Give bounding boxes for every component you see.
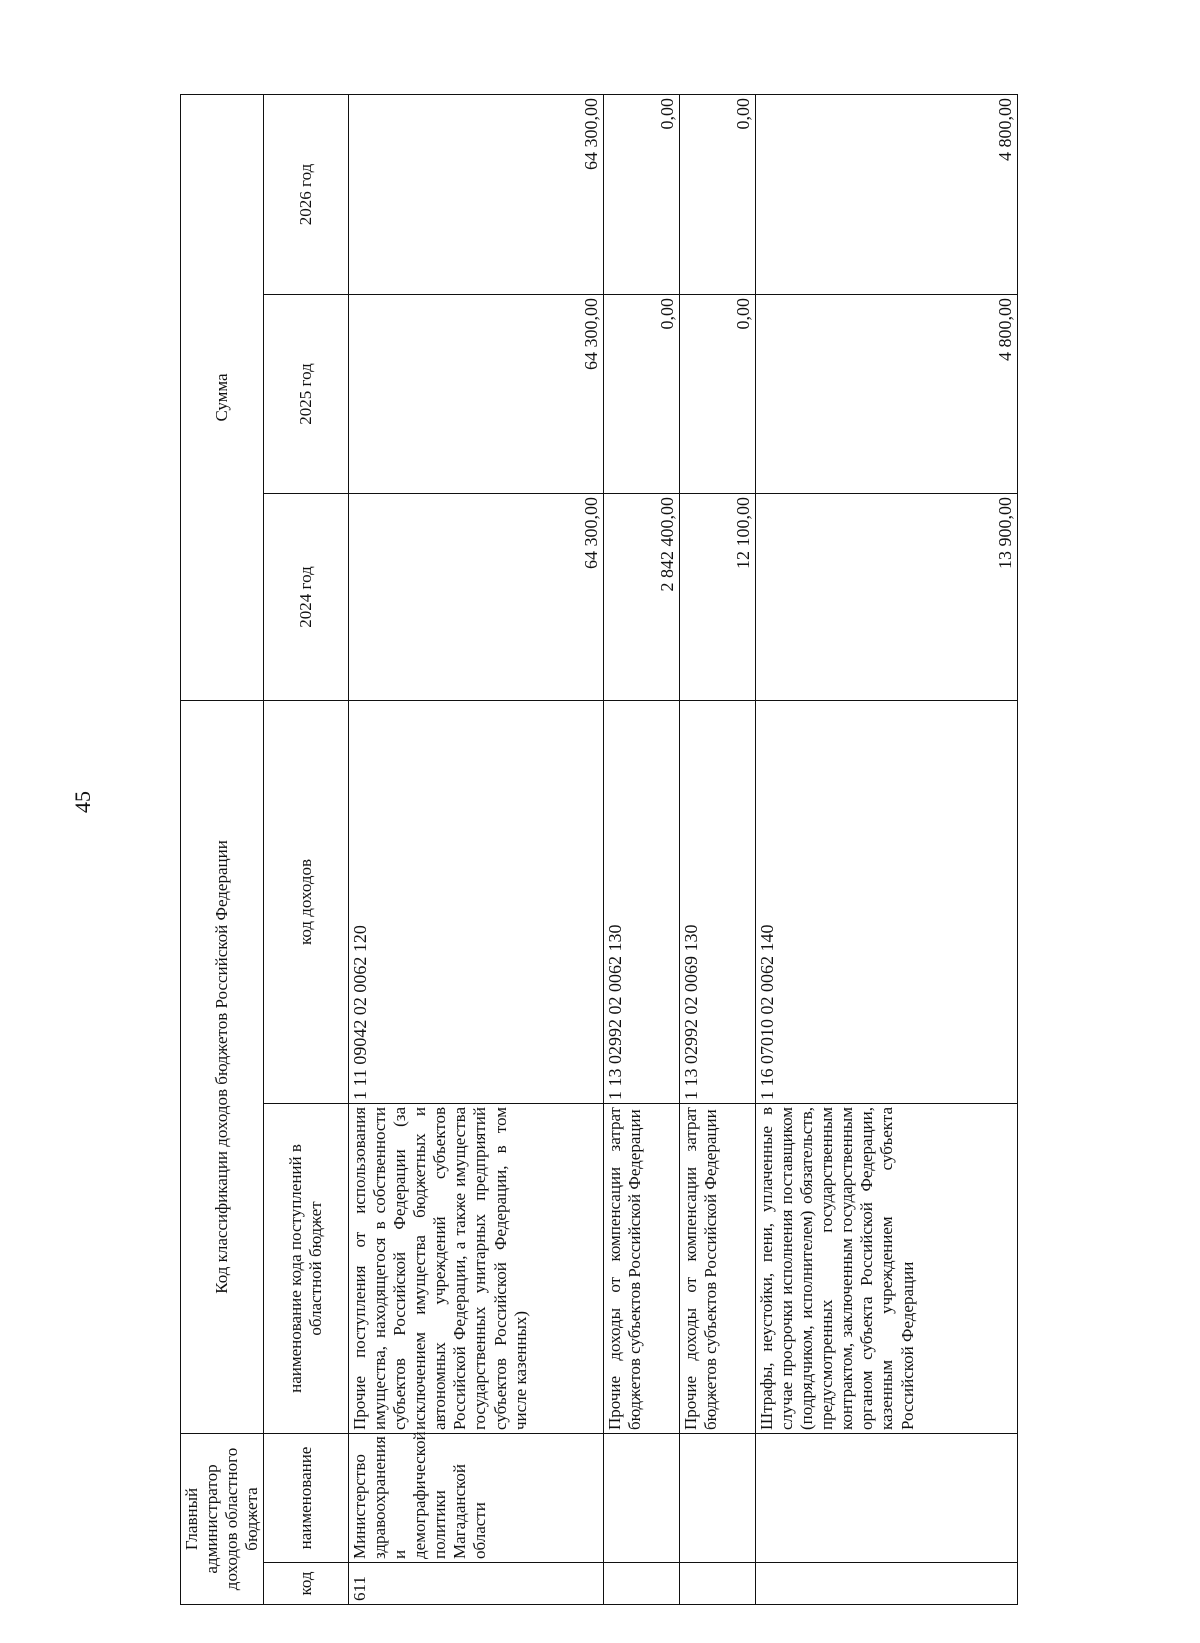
sum-2024-cell: 13 900,00 <box>756 493 1018 700</box>
sum-2025-cell: 0,00 <box>680 294 756 493</box>
admin-code-cell <box>604 1563 680 1605</box>
header-sum-group: Сумма <box>181 94 264 700</box>
header-row-2 <box>264 94 303 1604</box>
sum-2026-cell: 0,00 <box>604 94 680 294</box>
table-row <box>349 94 604 1604</box>
header-year-2026: 2026 год <box>264 94 349 294</box>
header-classification-group: Код классификации доходов бюджетов Российской Федерации <box>181 700 264 1433</box>
sum-2026-cell: 64 300,00 <box>349 94 604 294</box>
table-row <box>604 94 680 1604</box>
table-row <box>680 94 756 1604</box>
sum-2026-cell: 0,00 <box>680 94 756 294</box>
sum-2026-cell: 4 800,00 <box>756 94 1018 294</box>
admin-code-cell <box>756 1563 1018 1605</box>
income-name-cell: Прочие доходы от компенсации затрат бюджетов субъектов Российской Федерации <box>680 1104 756 1434</box>
admin-name-cell <box>604 1434 680 1563</box>
sum-2024-cell: 2 842 400,00 <box>604 493 680 700</box>
income-code-cell: 1 13 02992 02 0062 130 <box>604 700 680 1103</box>
sum-2025-cell: 4 800,00 <box>756 294 1018 493</box>
admin-name-cell: Министерство здравоохранения и демографической политики Магаданской области <box>349 1434 604 1563</box>
header-year-2024: 2024 год <box>264 493 349 700</box>
page-number: 45 <box>70 791 95 813</box>
header-income-name: наименование кода поступлений в областной бюджет <box>264 1104 349 1434</box>
admin-name-cell <box>756 1434 1018 1563</box>
income-code-cell: 1 16 07010 02 0062 140 <box>756 700 1018 1103</box>
header-income-code: код доходов <box>264 700 349 1103</box>
header-admin-code: код <box>264 1563 349 1605</box>
sum-2024-cell: 12 100,00 <box>680 493 756 700</box>
header-year-2025: 2025 год <box>264 294 349 493</box>
table-row <box>756 94 1018 1604</box>
admin-code-cell: 611 <box>349 1563 604 1605</box>
sum-2025-cell: 0,00 <box>604 294 680 493</box>
header-admin-name: наименование <box>264 1434 349 1563</box>
sum-2025-cell: 64 300,00 <box>349 294 604 493</box>
header-row-1 <box>181 94 264 1604</box>
income-name-cell: Штрафы, неустойки, пени, уплаченные в случае просрочки исполнения поставщиком (подрядчиком, исполнителем) обязательств, предусмотренных государственным контрактом, заключенным государственным органом субъекта Российской Федерации, казенным учреждением субъекта Российской Федерации <box>756 1104 1018 1434</box>
budget-table-rotated <box>180 95 1030 1605</box>
budget-table <box>180 94 1018 1605</box>
income-name-cell: Прочие доходы от компенсации затрат бюджетов субъектов Российской Федерации <box>604 1104 680 1434</box>
income-name-cell: Прочие поступления от использования имущества, находящегося в собственности субъектов Российской Федерации (за исключением имущества бюджетных и автономных учреждений субъектов Российской Федерации, а также имущества государственных унитарных предприятий субъектов Российской Федерации, в том числе казенных) <box>349 1104 604 1434</box>
admin-name-cell <box>680 1434 756 1563</box>
header-admin-group: Главный администратор доходов областного бюджета <box>181 1434 264 1605</box>
sum-2024-cell: 64 300,00 <box>349 493 604 700</box>
income-code-cell: 1 13 02992 02 0069 130 <box>680 700 756 1103</box>
income-code-cell: 1 11 09042 02 0062 120 <box>349 700 604 1103</box>
admin-code-cell <box>680 1563 756 1605</box>
